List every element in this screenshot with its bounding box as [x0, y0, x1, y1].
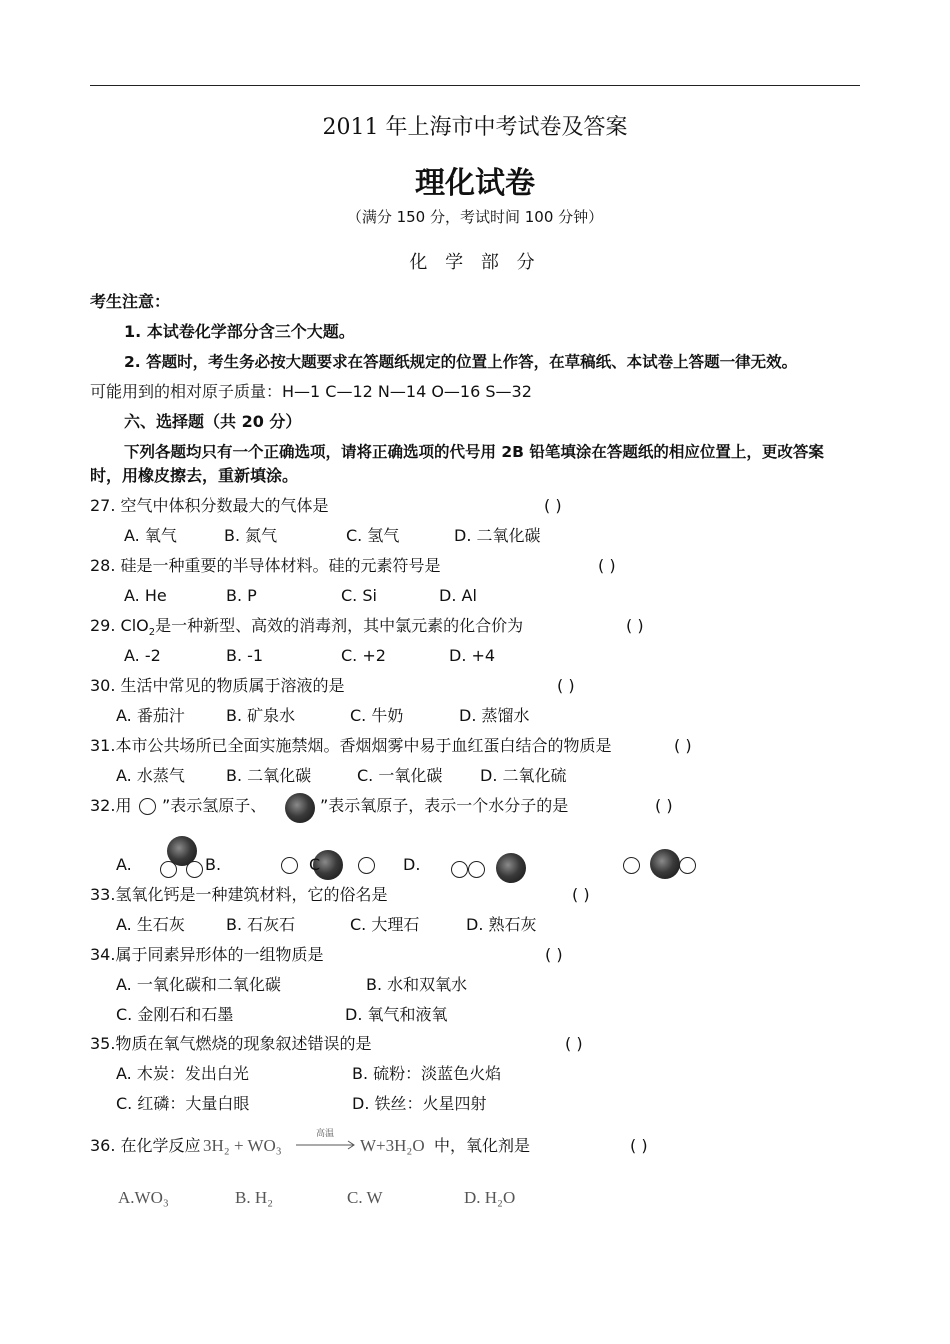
question-36-stem-part-b: 中，氧化剂是: [434, 1136, 531, 1155]
question-31-option-c: C. 一氧化碳: [357, 766, 443, 785]
part6-instruction-1: 下列各题均只有一个正确选项，请将正确选项的代号用 2B 铅笔填涂在答题纸的相应位置上，更改答案: [124, 443, 824, 461]
equation-condition: 高温: [316, 1128, 335, 1138]
question-32-option-d: D.: [403, 855, 421, 874]
question-31-option-d: D. 二氧化硫: [480, 766, 567, 785]
section-title: 化 学 部 分: [409, 252, 541, 273]
question-30-stem: 30. 生活中常见的物质属于溶液的是: [90, 676, 345, 695]
question-29-stem: [90, 616, 523, 643]
exam-info: （满分 150 分，考试时间 100 分钟）: [346, 208, 604, 226]
hydrogen-atom-icon: [358, 857, 375, 874]
question-36-stem-part-a: 36. 在化学反应: [90, 1136, 201, 1155]
exam-title: 2011 年上海市中考试卷及答案: [322, 115, 628, 140]
question-35-stem: 35.物质在氧气燃烧的现象叙述错误的是: [90, 1034, 372, 1053]
hydrogen-atom-icon: [451, 861, 468, 878]
equation-reactants: 3H₂ + WO₃: [203, 1136, 282, 1155]
hydrogen-atom-legend-icon: [139, 798, 156, 815]
notice-item-1: 1. 本试卷化学部分含三个大题。: [124, 322, 355, 341]
question-34-option-c: C. 金刚石和石墨: [116, 1005, 234, 1024]
question-32-stem-part-a: 32.用: [90, 796, 132, 815]
question-29-option-c: C. +2: [341, 646, 386, 665]
hydrogen-atom-icon: [468, 861, 485, 878]
question-31-option-a: A. 水蒸气: [116, 766, 185, 785]
question-29-answer-blank[interactable]: ( ): [626, 616, 644, 635]
atomic-mass-line: 可能用到的相对原子质量：H—1 C—12 N—14 O—16 S—32: [90, 382, 532, 401]
question-32-option-c: C: [309, 855, 321, 874]
question-28-option-c: C. Si: [341, 586, 377, 605]
part6-instruction-2: 时，用橡皮擦去，重新填涂。: [90, 466, 299, 485]
question-32-stem-part-b: ”表示氢原子、: [162, 796, 267, 815]
question-32-stem-part-c: ”表示氧原子，表示一个水分子的是: [320, 796, 569, 815]
question-27-option-c: C. 氢气: [346, 526, 400, 545]
question-30-option-a: A. 番茄汁: [116, 706, 185, 725]
question-28-option-d: D. Al: [439, 586, 477, 605]
question-33-option-a: A. 生石灰: [116, 915, 185, 934]
question-33-option-b: B. 石灰石: [226, 915, 296, 934]
question-35-option-c: C. 红磷：大量白眼: [116, 1094, 250, 1113]
equation-products: W+3H₂O: [360, 1136, 425, 1155]
question-28-stem: 28. 硅是一种重要的半导体材料。硅的元素符号是: [90, 556, 441, 575]
question-30-option-c: C. 牛奶: [350, 706, 404, 725]
question-29-option-a: A. -2: [124, 646, 161, 665]
question-34-option-d: D. 氧气和液氧: [345, 1005, 448, 1024]
question-34-stem: 34.属于同素异形体的一组物质是: [90, 945, 324, 964]
question-36-option-b: B. H₂: [235, 1188, 274, 1207]
question-35-option-a: A. 木炭：发出白光: [116, 1064, 249, 1083]
question-32-option-a: A.: [116, 855, 132, 874]
question-36-option-a: A.WO₃: [118, 1188, 169, 1207]
question-30-answer-blank[interactable]: ( ): [557, 676, 575, 695]
top-rule: [90, 85, 860, 86]
question-36-answer-blank[interactable]: ( ): [630, 1136, 648, 1155]
notice-heading: 考生注意：: [90, 292, 171, 311]
question-27-option-d: D. 二氧化碳: [454, 526, 541, 545]
question-29-option-d: D. +4: [449, 646, 496, 665]
question-31-stem: 31.本市公共场所已全面实施禁烟。香烟烟雾中易于血红蛋白结合的物质是: [90, 736, 612, 755]
question-30-option-d: D. 蒸馏水: [459, 706, 530, 725]
question-34-answer-blank[interactable]: ( ): [545, 945, 563, 964]
question-30-option-b: B. 矿泉水: [226, 706, 296, 725]
hydrogen-atom-icon: [679, 857, 696, 874]
question-29-option-b: B. -1: [226, 646, 264, 665]
question-36-option-c: C. W: [347, 1188, 383, 1207]
oxygen-atom-icon: [650, 849, 680, 879]
question-35-option-d: D. 铁丝：火星四射: [352, 1094, 487, 1113]
question-27-option-b: B. 氮气: [224, 526, 278, 545]
notice-item-2: 2. 答题时，考生务必按大题要求在答题纸规定的位置上作答，在草稿纸、本试卷上答题一律无效。: [124, 353, 798, 371]
question-29-stem-part-b: 是一种新型、高效的消毒剂，其中氯元素的化合价为: [155, 616, 524, 635]
subject-title: 理化试卷: [415, 166, 535, 201]
question-28-answer-blank[interactable]: ( ): [598, 556, 616, 575]
question-35-answer-blank[interactable]: ( ): [565, 1034, 583, 1053]
question-32-answer-blank[interactable]: ( ): [655, 796, 673, 815]
question-35-option-b: B. 硫粉：淡蓝色火焰: [352, 1064, 502, 1083]
hydrogen-atom-icon: [281, 857, 298, 874]
question-33-option-c: C. 大理石: [350, 915, 420, 934]
oxygen-atom-legend-icon: [285, 793, 315, 823]
question-34-option-a: A. 一氧化碳和二氧化碳: [116, 975, 281, 994]
hydrogen-atom-icon: [623, 857, 640, 874]
question-27-stem: 27. 空气中体积分数最大的气体是: [90, 496, 329, 515]
question-31-answer-blank[interactable]: ( ): [674, 736, 692, 755]
question-32-option-b: B.: [205, 855, 222, 874]
hydrogen-atom-icon: [160, 861, 177, 878]
question-29-subscript: 2: [148, 627, 156, 639]
question-31-option-b: B. 二氧化碳: [226, 766, 312, 785]
question-29-stem-part-a: 29. ClO: [90, 616, 149, 635]
question-27-answer-blank[interactable]: ( ): [544, 496, 562, 515]
question-27-option-a: A. 氧气: [124, 526, 177, 545]
question-33-stem: 33.氢氧化钙是一种建筑材料，它的俗名是: [90, 885, 388, 904]
question-33-answer-blank[interactable]: ( ): [572, 885, 590, 904]
hydrogen-atom-icon: [186, 861, 203, 878]
part6-heading: 六、选择题（共 20 分）: [124, 412, 302, 431]
question-33-option-d: D. 熟石灰: [466, 915, 537, 934]
question-34-option-b: B. 水和双氧水: [366, 975, 468, 994]
question-28-option-a: A. He: [124, 586, 167, 605]
question-36-option-d: D. H₂O: [464, 1188, 516, 1207]
oxygen-atom-icon: [496, 853, 526, 883]
question-28-option-b: B. P: [226, 586, 257, 605]
reaction-arrow-icon: [296, 1140, 358, 1150]
